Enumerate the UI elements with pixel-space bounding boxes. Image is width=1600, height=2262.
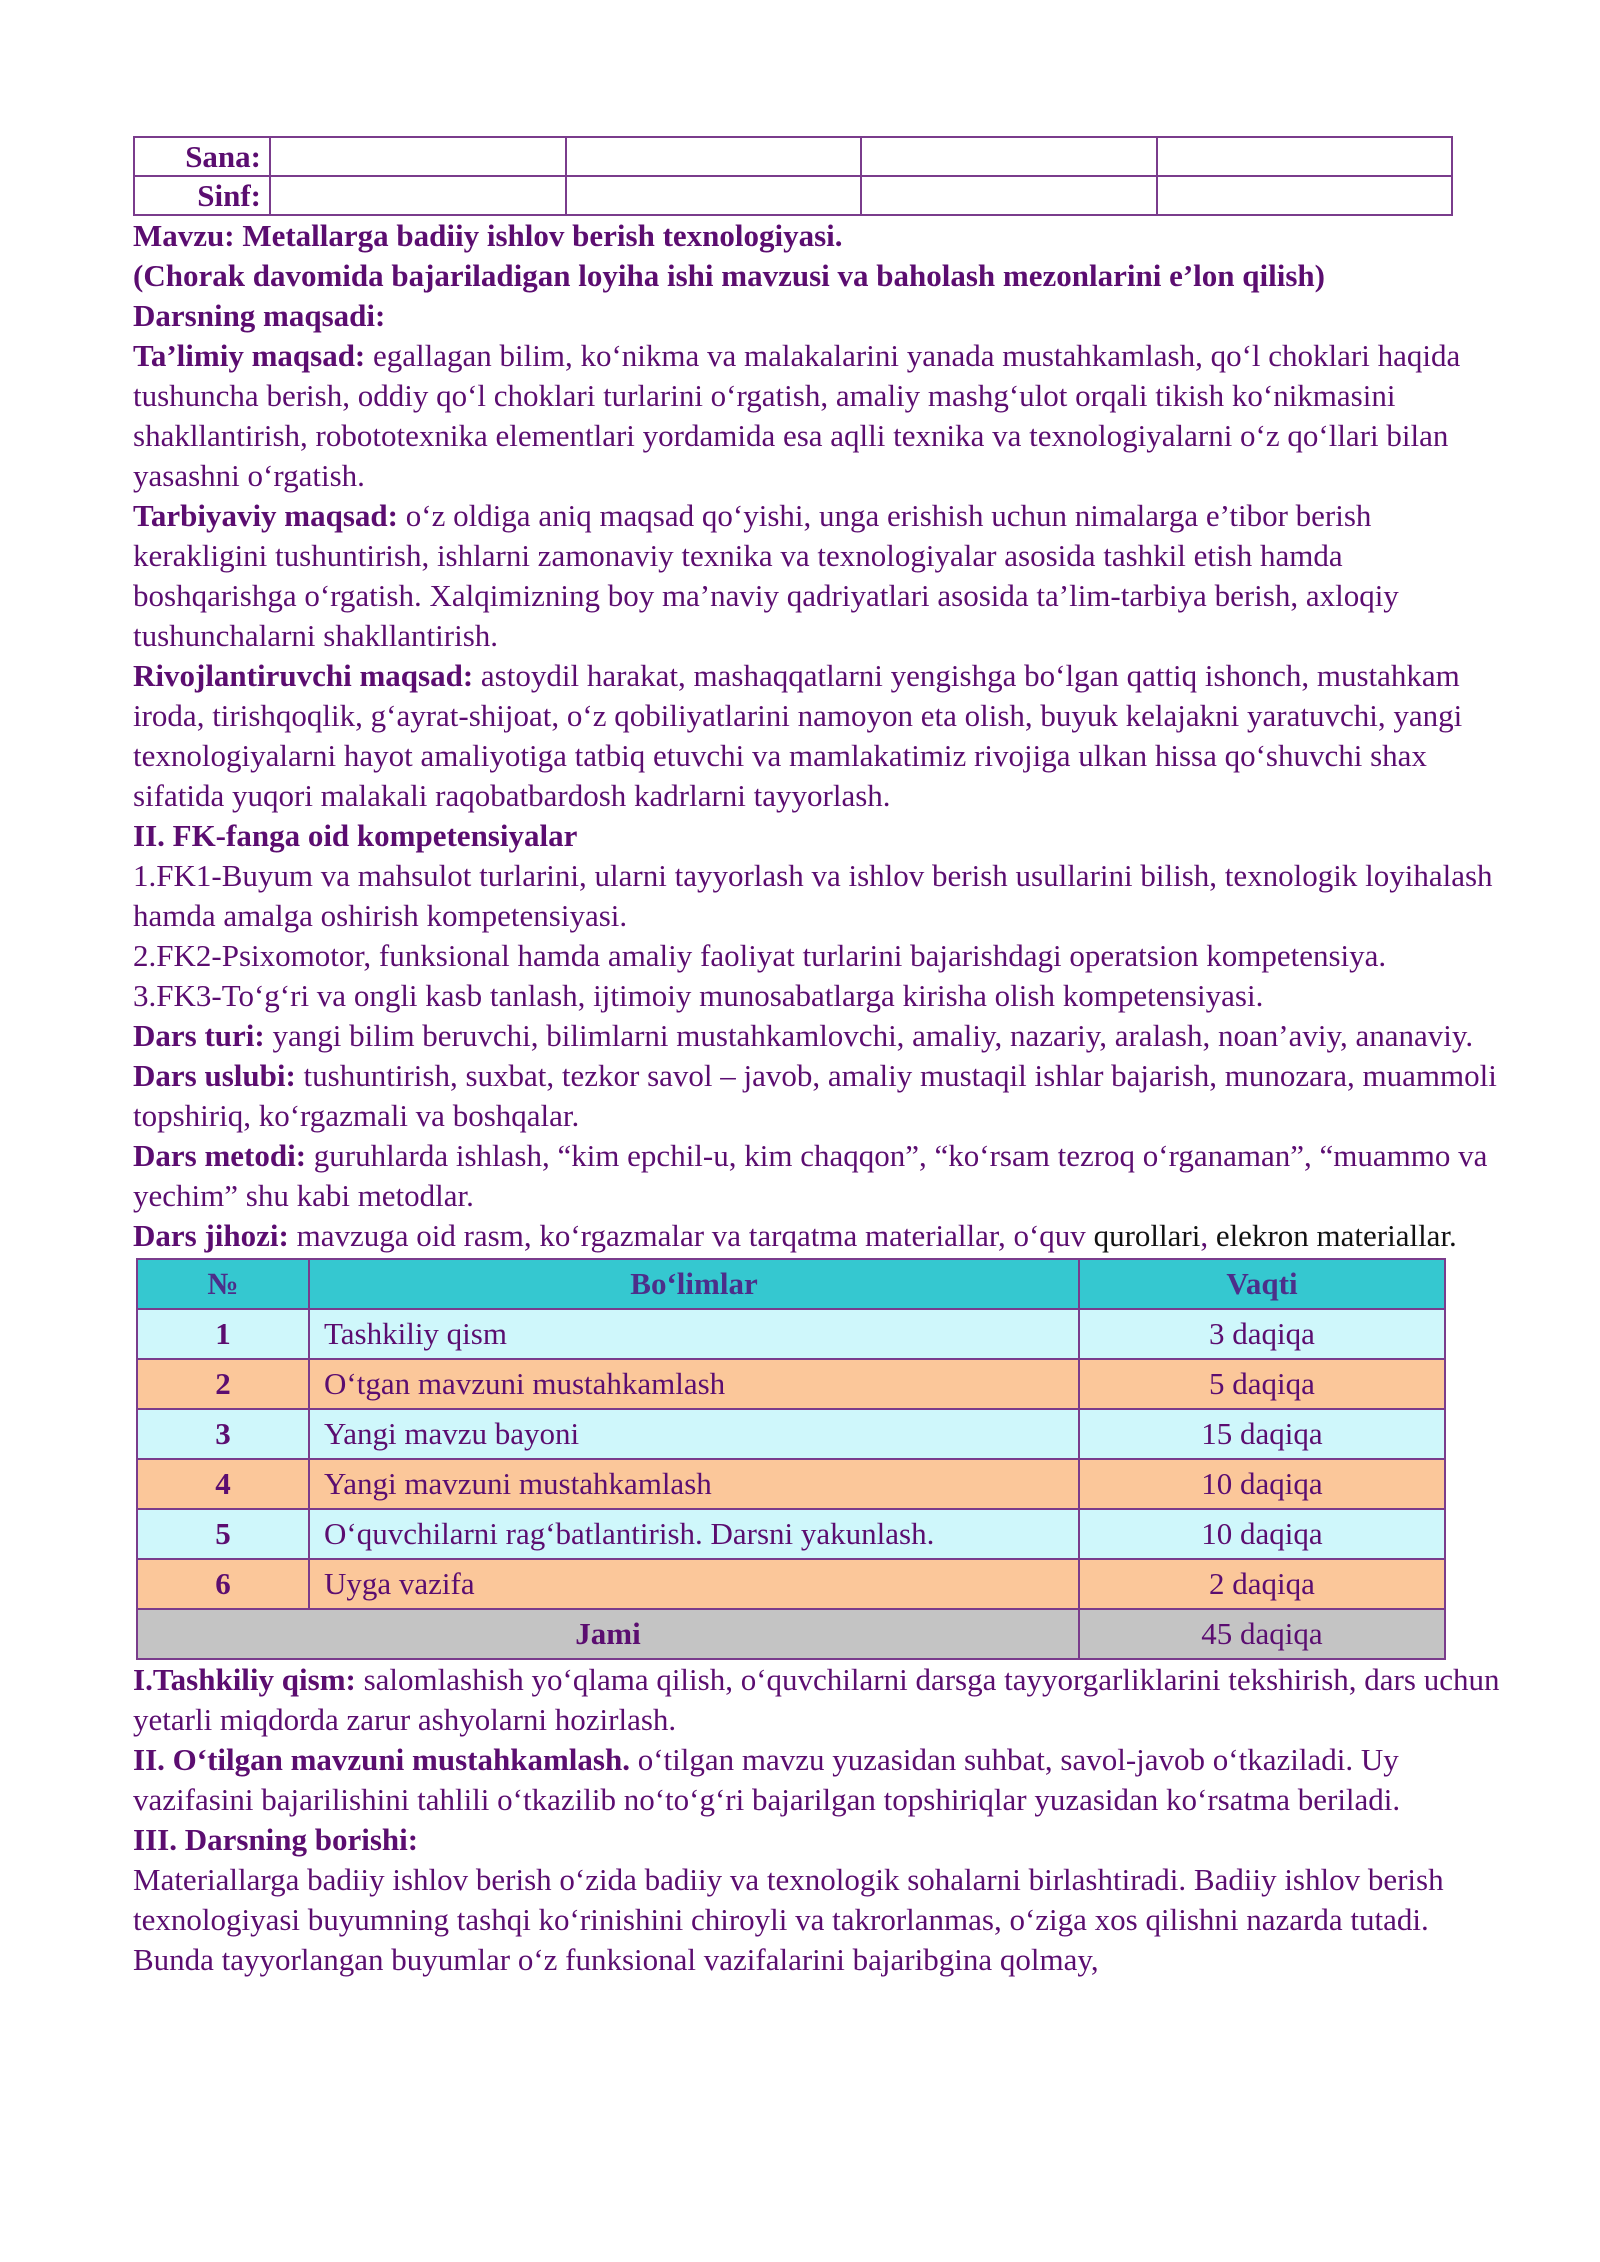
row-time: 2 daqiqa	[1079, 1559, 1445, 1609]
lesson-progress-text: Materiallarga badiiy ishlov berish oʻzida badiiy va texnologik sohalarni birlashtiradi. Badiiy ishlov berish texnologiyasi buyumning tashqi koʻrinishini chiroyli va takrorlanmas, oʻziga xos qilishni nazarda tutadi. Bunda tayyorlangan buyumlar oʻz funksional vazifalarini bajaribgina qolmay,	[133, 1862, 1444, 1977]
lesson-equipment-text: mavzuga oid rasm, koʻrgazmalar va tarqatma materiallar, oʻquv	[288, 1218, 1094, 1253]
sinf-cell	[270, 176, 566, 215]
row-number: 6	[137, 1559, 309, 1609]
header-sections: Boʻlimlar	[309, 1259, 1079, 1309]
upbringing-goal-text: oʻz oldiga aniq maqsad qoʻyishi, unga erishish uchun nimalarga e’tibor berish kerakligini tushuntirish, ishlarni zamonaviy texnika va texnologiyalar asosida tashkil etish hamda boshqarishga oʻrgatish. Xalqimizning boy ma’naviy qadriyatlari asosida ta’lim-tarbiya berish, axloqiy tushunchalarni shakllantirish.	[133, 498, 1399, 653]
row-number: 4	[137, 1459, 309, 1509]
table-row	[137, 1509, 1445, 1559]
lesson-type-text: yangi bilim beruvchi, bilimlarni mustahkamlovchi, amaliy, nazariy, aralash, noan’aviy, ananaviy.	[264, 1018, 1474, 1053]
educational-goal-text: egallagan bilim, koʻnikma va malakalarini yanada mustahkamlash, qoʻl choklari haqida tushuncha berish, oddiy qoʻl choklari turlarini oʻrgatish, amaliy mashgʻulot orqali tikish koʻnikmasini shakllantirish, robototexnika elementlari yordamida esa aqlli texnika va texnologiyalarni oʻz qoʻllari bilan yasashni oʻrgatish.	[133, 338, 1461, 493]
review-part	[133, 1740, 1513, 1820]
row-number: 3	[137, 1409, 309, 1459]
developmental-goal-text: astoydil harakat, mashaqqatlarni yengishga boʻlgan qattiq ishonch, mustahkam iroda, tirishqoqlik, gʻayrat-shijoat, oʻz qobiliyatlarini namoyon eta olish, buyuk kelajakni yaratuvchi, yangi texnologiyalarni hayot amaliyotiga tatbiq etuvchi va mamlakatimiz rivojiga ulkan hissa qoʻshuvchi shax sifatida yuqori malakali raqobatbardosh kadrlarni tayyorlash.	[133, 658, 1463, 813]
goals-heading: Darsning maqsadi:	[133, 298, 386, 333]
row-time: 15 daqiqa	[1079, 1409, 1445, 1459]
competency-item: 1.FK1-Buyum va mahsulot turlarini, ularni tayyorlash va ishlov berish usullarini bilish, texnologik loyihalash hamda amalga oshirish kompetensiyasi.	[133, 858, 1493, 933]
row-section: Oʻtgan mavzuni mustahkamlash	[309, 1359, 1079, 1409]
lesson-method-text: guruhlarda ishlash, “kim epchil-u, kim chaqqon”, “koʻrsam tezroq oʻrganaman”, “muammo va yechim” shu kabi metodlar.	[133, 1138, 1488, 1213]
row-section: Yangi mavzu bayoni	[309, 1409, 1079, 1459]
date-class-table	[133, 136, 1453, 216]
sinf-label: Sinf:	[134, 176, 270, 215]
row-number: 2	[137, 1359, 309, 1409]
competency-item: 3.FK3-Toʻgʻri va ongli kasb tanlash, ijtimoiy munosabatlarga kirisha olish kompetensiyasi.	[133, 978, 1264, 1013]
lesson-equipment	[133, 1216, 1513, 1256]
lesson-style	[133, 1056, 1513, 1136]
lesson-plan-table	[136, 1258, 1446, 1660]
lesson-equipment-electronic: elekron materiallar.	[1215, 1218, 1457, 1253]
row-section: Oʻquvchilarni ragʻbatlantirish. Darsni yakunlash.	[309, 1509, 1079, 1559]
lesson-progress-heading: III. Darsning borishi:	[133, 1822, 419, 1857]
table-row	[137, 1409, 1445, 1459]
lesson-style-label: Dars uslubi:	[133, 1058, 296, 1093]
total-label: Jami	[137, 1609, 1079, 1659]
lesson-style-text: tushuntirish, suxbat, tezkor savol – javob, amaliy mustaqil ishlar bajarish, munozara, muammoli topshiriq, koʻrgazmali va boshqalar.	[133, 1058, 1497, 1133]
table-row	[137, 1459, 1445, 1509]
lesson-type	[133, 1016, 1513, 1056]
sana-cell	[566, 137, 862, 176]
header-number: №	[137, 1259, 309, 1309]
header-time: Vaqti	[1079, 1259, 1445, 1309]
review-part-text: oʻtilgan mavzu yuzasidan suhbat, savol-javob oʻtkaziladi. Uy vazifasini bajarilishini tahlili oʻtkazilib noʻtoʻgʻri bajarilgan topshiriqlar yuzasidan koʻrsatma beriladi.	[133, 1742, 1401, 1817]
sana-cell	[270, 137, 566, 176]
sana-row	[134, 137, 1452, 176]
row-section: Tashkiliy qism	[309, 1309, 1079, 1359]
row-number: 1	[137, 1309, 309, 1359]
organizational-part	[133, 1660, 1513, 1740]
sinf-cell	[861, 176, 1157, 215]
row-number: 5	[137, 1509, 309, 1559]
lesson-type-label: Dars turi:	[133, 1018, 265, 1053]
lesson-equipment-sep: ,	[1200, 1218, 1216, 1253]
document-page	[133, 136, 1513, 1980]
table-row	[137, 1359, 1445, 1409]
competency-item: 2.FK2-Psixomotor, funksional hamda amaliy faoliyat turlarini bajarishdagi operatsion kompetensiya.	[133, 938, 1387, 973]
table-row	[137, 1559, 1445, 1609]
sana-label: Sana:	[134, 137, 270, 176]
organizational-part-label: I.Tashkiliy qism:	[133, 1662, 356, 1697]
review-part-label: II. Oʻtilgan mavzuni mustahkamlash.	[133, 1742, 630, 1777]
row-time: 5 daqiqa	[1079, 1359, 1445, 1409]
sana-cell	[861, 137, 1157, 176]
lesson-method	[133, 1136, 1513, 1216]
sinf-cell	[566, 176, 862, 215]
sana-cell	[1157, 137, 1453, 176]
lesson-equipment-label: Dars jihozi:	[133, 1218, 289, 1253]
table-row	[137, 1309, 1445, 1359]
table-total-row	[137, 1609, 1445, 1659]
lesson-equipment-tools: qurollari	[1093, 1218, 1201, 1253]
topic-note: (Chorak davomida bajariladigan loyiha ishi mavzusi va baholash mezonlarini e’lon qilish)	[133, 258, 1325, 293]
row-time: 3 daqiqa	[1079, 1309, 1445, 1359]
row-section: Uyga vazifa	[309, 1559, 1079, 1609]
educational-goal	[133, 336, 1513, 496]
table-header-row	[137, 1259, 1445, 1309]
row-time: 10 daqiqa	[1079, 1459, 1445, 1509]
developmental-goal-label: Rivojlantiruvchi maqsad:	[133, 658, 474, 693]
row-time: 10 daqiqa	[1079, 1509, 1445, 1559]
row-section: Yangi mavzuni mustahkamlash	[309, 1459, 1079, 1509]
sinf-row	[134, 176, 1452, 215]
competencies-heading: II. FK-fanga oid kompetensiyalar	[133, 818, 578, 853]
educational-goal-label: Ta’limiy maqsad:	[133, 338, 366, 373]
upbringing-goal-label: Tarbiyaviy maqsad:	[133, 498, 398, 533]
sinf-cell	[1157, 176, 1453, 215]
total-time: 45 daqiqa	[1079, 1609, 1445, 1659]
lesson-method-label: Dars metodi:	[133, 1138, 307, 1173]
developmental-goal	[133, 656, 1513, 816]
upbringing-goal	[133, 496, 1513, 656]
topic-title: Mavzu: Metallarga badiiy ishlov berish texnologiyasi.	[133, 218, 843, 253]
organizational-part-text: salomlashish yoʻqlama qilish, oʻquvchilarni darsga tayyorgarliklarini tekshirish, dars uchun yetarli miqdorda zarur ashyolarni hozirlash.	[133, 1662, 1500, 1737]
